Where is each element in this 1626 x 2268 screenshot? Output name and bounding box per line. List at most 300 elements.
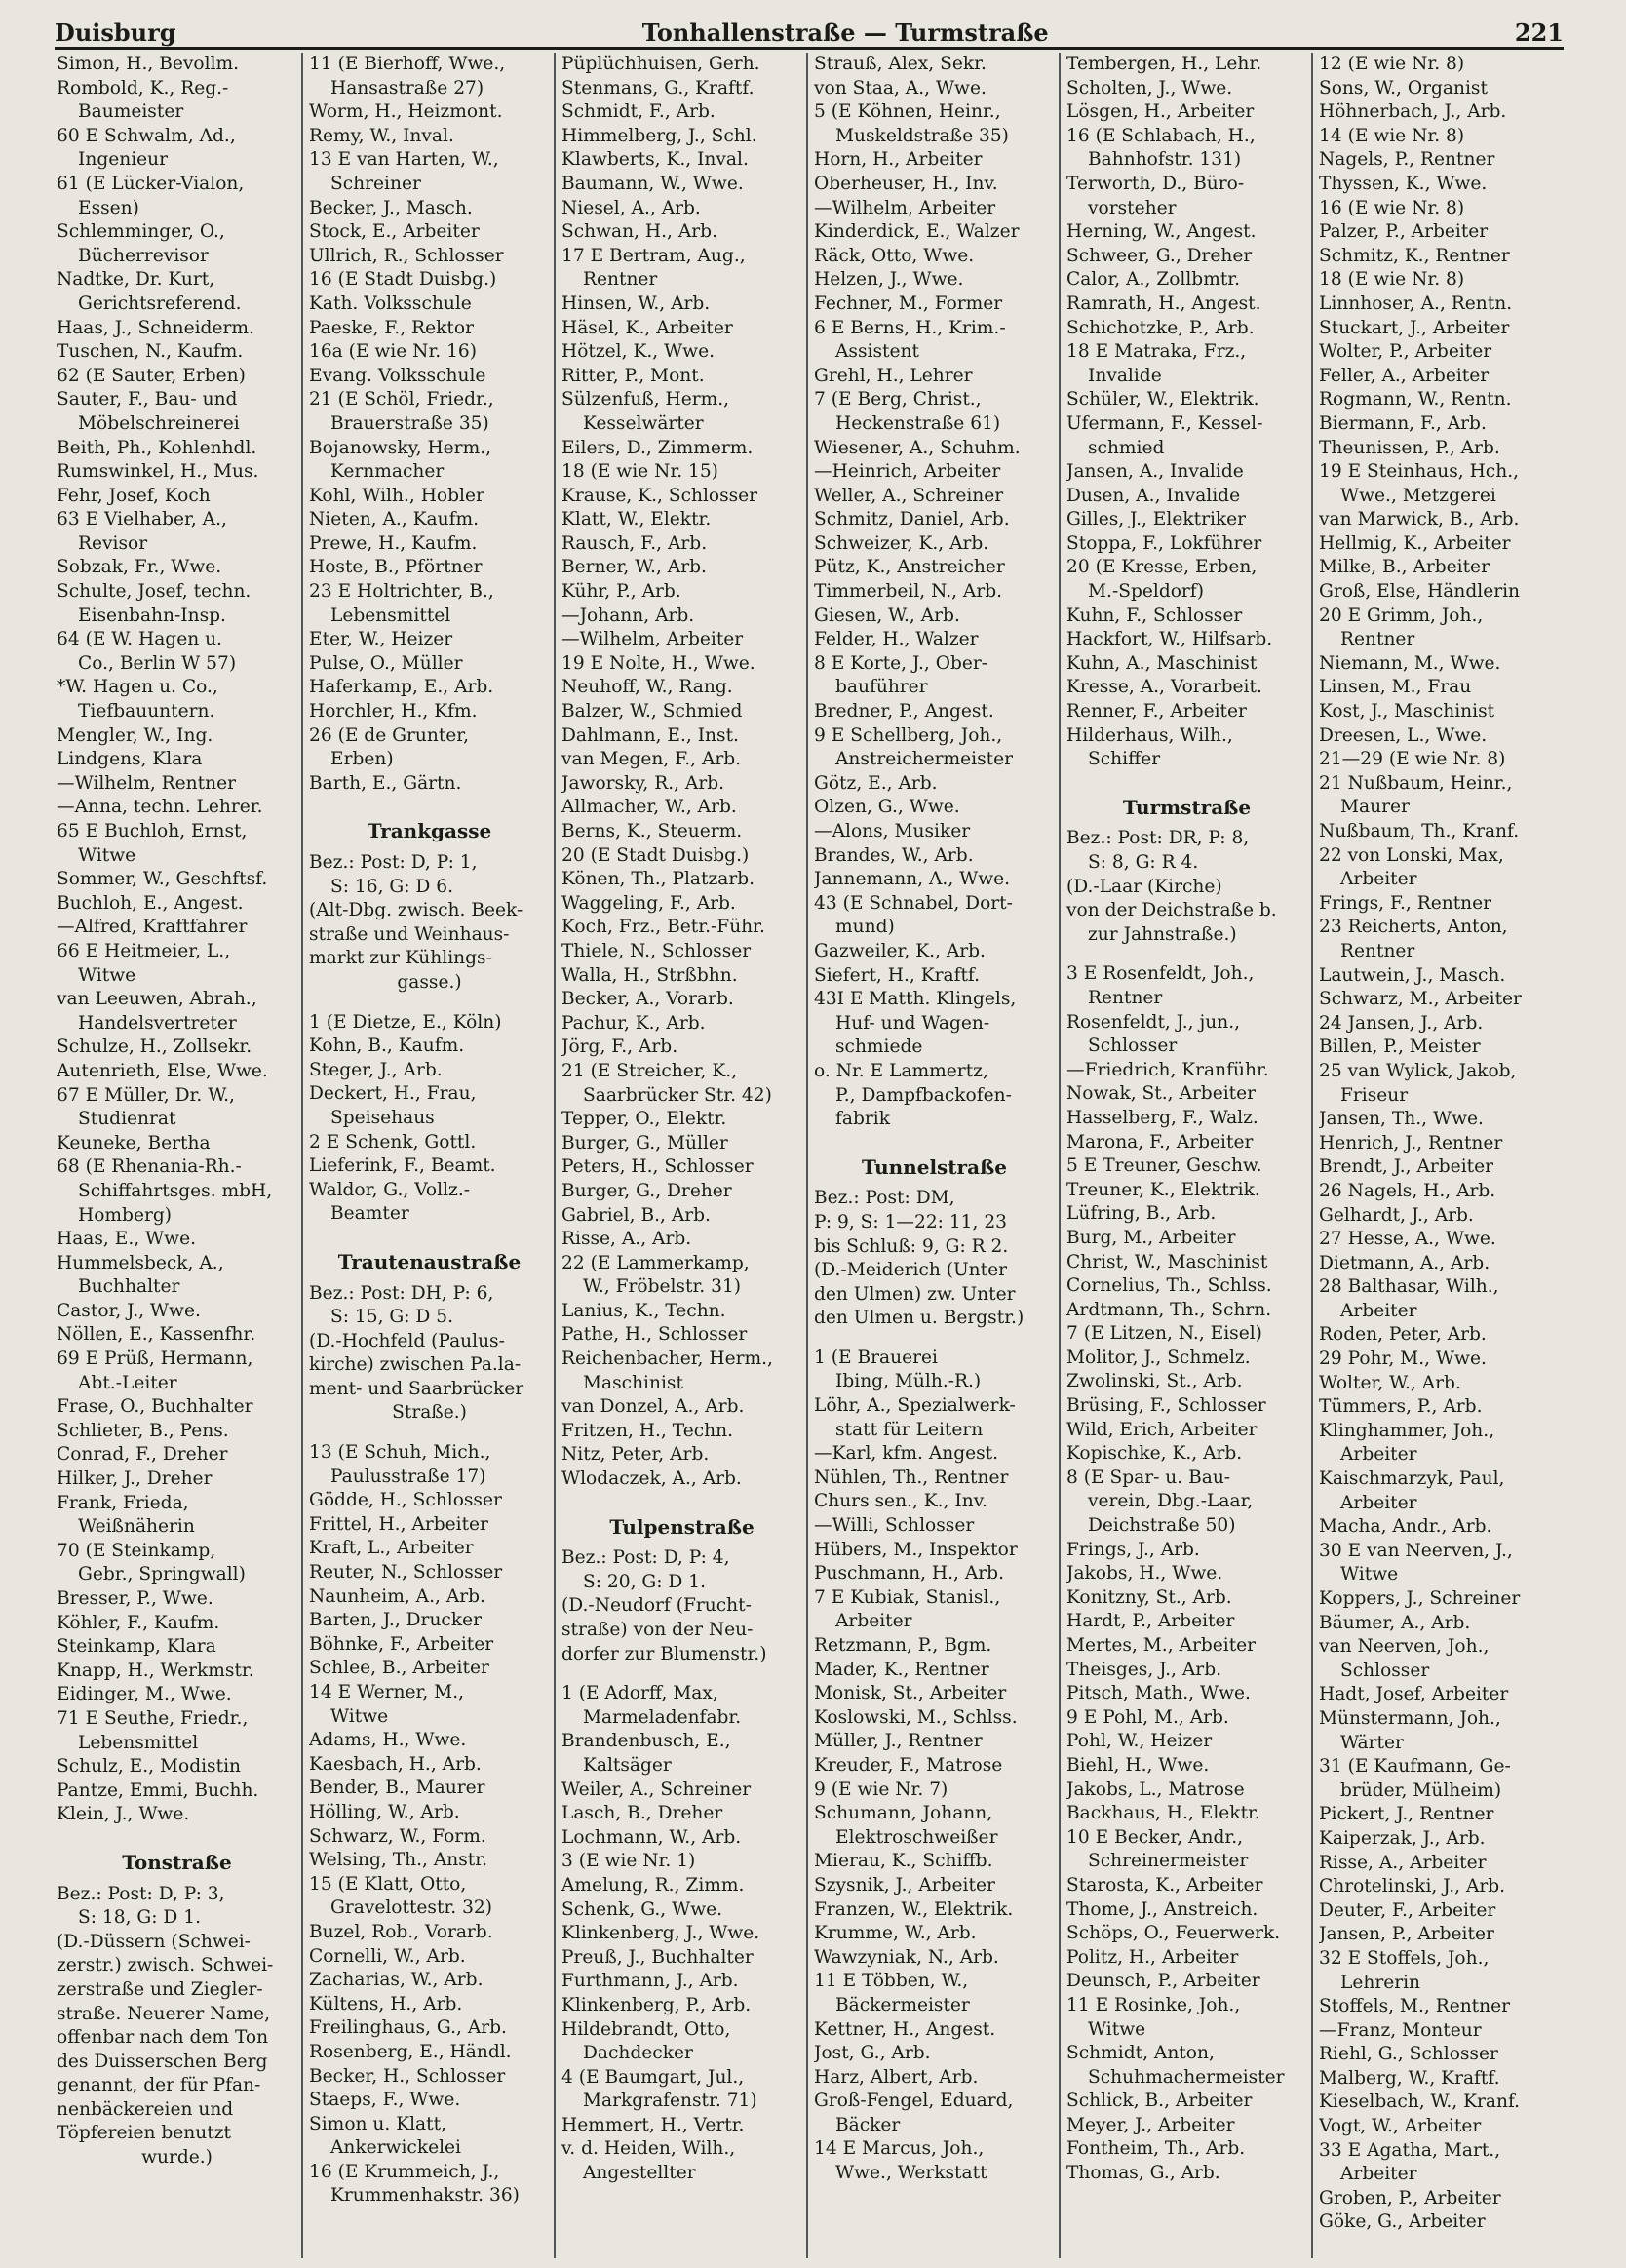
directory-entry: Schiffer xyxy=(1088,749,1161,770)
directory-column xyxy=(808,53,1061,2258)
directory-entry: Paeske, F., Rektor xyxy=(309,317,474,338)
directory-entry: mund) xyxy=(835,917,895,938)
directory-entry: Lindgens, Klara xyxy=(57,749,203,770)
directory-entry: straße) von der Neu- xyxy=(561,1620,754,1640)
directory-entry: Frase, O., Buchhalter xyxy=(57,1396,253,1418)
header-street-range: Tonhallenstraße — Turmstraße xyxy=(641,19,1049,47)
directory-entry: Wild, Erich, Arbeiter xyxy=(1066,1419,1258,1440)
directory-entry: 16a (E wie Nr. 16) xyxy=(309,341,478,363)
directory-entry: Beamter xyxy=(330,1203,409,1225)
directory-entry: Dreesen, L., Wwe. xyxy=(1319,724,1488,746)
directory-entry: —Willi, Schlosser xyxy=(814,1515,975,1537)
directory-entry: Ufermann, F., Kessel- xyxy=(1066,412,1263,434)
directory-entry: Backhaus, H., Elektr. xyxy=(1066,1803,1260,1824)
directory-entry: 32 E Stoffels, Joh., xyxy=(1319,1947,1490,1969)
directory-entry: 1 (E Adorff, Max, xyxy=(561,1683,718,1704)
directory-entry: Biehl, H., Wwe. xyxy=(1066,1754,1210,1776)
header-city: Duisburg xyxy=(55,19,176,47)
directory-entry: Konitzny, St., Arb. xyxy=(1066,1586,1232,1608)
directory-entry: Arbeiter xyxy=(1340,869,1417,890)
directory-entry: 21 Nußbaum, Heinr., xyxy=(1319,772,1513,794)
directory-entry: Linnhoser, A., Rentn. xyxy=(1319,293,1513,314)
street-heading: Tunnelstraße xyxy=(862,1154,1007,1179)
directory-entry: Schenk, G., Wwe. xyxy=(561,1898,723,1920)
directory-entry: Henrich, J., Rentner xyxy=(1319,1132,1503,1154)
directory-entry: dorfer zur Blumenstr.) xyxy=(561,1643,767,1664)
directory-entry: Ritter, P., Mont. xyxy=(561,365,705,386)
directory-entry: Schiffahrtsges. mbH, xyxy=(78,1180,273,1201)
directory-entry: 26 Nagels, H., Arb. xyxy=(1319,1180,1496,1201)
directory-entry: 1 (E Brauerei xyxy=(814,1347,938,1368)
directory-entry: Buchhalter xyxy=(78,1276,180,1298)
directory-entry: Politz, H., Arbeiter xyxy=(1066,1946,1239,1968)
directory-entry: Schlosser xyxy=(1340,1660,1430,1681)
directory-entry: Macha, Andr., Arb. xyxy=(1319,1516,1492,1538)
directory-entry: —Wilhelm, Arbeiter xyxy=(814,197,996,218)
directory-entry: Hummelsbeck, A., xyxy=(57,1252,224,1273)
directory-entry: 69 E Prüß, Hermann, xyxy=(57,1349,253,1370)
directory-entry: Essen) xyxy=(78,197,139,218)
directory-entry: Haferkamp, E., Arb. xyxy=(309,677,494,698)
directory-entry: Ingenieur xyxy=(78,149,169,171)
directory-entry: brüder, Mülheim) xyxy=(1340,1779,1502,1801)
directory-entry: Stoppa, F., Lokführer xyxy=(1066,532,1262,554)
directory-entry: Rentner xyxy=(1340,629,1415,650)
directory-entry: Tembergen, H., Lehr. xyxy=(1066,54,1262,74)
directory-entry: 27 Hesse, A., Wwe. xyxy=(1319,1229,1496,1250)
directory-entry: Molitor, J., Schmelz. xyxy=(1066,1347,1251,1368)
directory-entry: Welsing, Th., Anstr. xyxy=(309,1850,488,1871)
directory-entry: 24 Jansen, J., Arb. xyxy=(1319,1012,1484,1034)
directory-entry: Assistent xyxy=(835,341,919,363)
directory-entry: Lanius, K., Techn. xyxy=(561,1300,726,1321)
directory-entry: Neuhoff, W., Rang. xyxy=(561,677,733,698)
directory-column xyxy=(556,53,808,2258)
directory-entry: Ullrich, R., Schlosser xyxy=(309,245,504,266)
directory-entry: Maschinist xyxy=(583,1372,683,1393)
directory-entry: Witwe xyxy=(1340,1564,1399,1585)
directory-entry: Köhler, F., Kaufm. xyxy=(57,1612,220,1633)
directory-entry: Stoffels, M., Rentner xyxy=(1319,1996,1511,2017)
directory-entry: Jannemann, A., Wwe. xyxy=(814,869,1011,890)
directory-entry: Schweizer, K., Arb. xyxy=(814,532,989,554)
street-heading: Turmstraße xyxy=(1122,795,1252,819)
directory-entry: Lautwein, J., Masch. xyxy=(1319,964,1506,986)
directory-entry: Rombold, K., Reg.- xyxy=(57,77,229,98)
directory-entry: Autenrieth, Else, Wwe. xyxy=(57,1060,268,1081)
directory-entry: Fechner, M., Former xyxy=(814,293,1003,314)
directory-entry: von der Deichstraße b. xyxy=(1066,900,1277,921)
directory-entry: 9 E Schellberg, Joh., xyxy=(814,724,1003,746)
directory-entry: Fritzen, H., Techn. xyxy=(561,1420,733,1441)
directory-entry: Reuter, N., Schlosser xyxy=(309,1562,503,1584)
directory-entry: Angestellter xyxy=(583,2163,696,2184)
directory-entry: Brendt, J., Arbeiter xyxy=(1319,1156,1494,1178)
directory-entry: straße. Neuerer Name, xyxy=(57,2003,271,2024)
directory-entry: Könen, Th., Platzarb. xyxy=(561,869,755,890)
directory-entry: 62 (E Sauter, Erben) xyxy=(57,365,246,386)
directory-entry: Schulz, E., Modistin xyxy=(57,1756,241,1778)
directory-entry: Schmitz, Daniel, Arb. xyxy=(814,509,1010,530)
directory-entry: Bez.: Post: D, P: 1, xyxy=(309,852,478,873)
directory-entry: Hardt, P., Arbeiter xyxy=(1066,1611,1235,1632)
directory-entry: Rentner xyxy=(583,269,658,291)
directory-entry: Hoste, B., Pförtner xyxy=(309,557,483,578)
directory-entry: 19 E Steinhaus, Hch., xyxy=(1319,461,1520,483)
directory-entry: Terworth, D., Büro- xyxy=(1066,173,1245,194)
directory-entry: Peters, H., Schlosser xyxy=(561,1156,754,1178)
directory-entry: Bez.: Post: DM, xyxy=(814,1188,955,1209)
directory-entry: Roden, Peter, Arb. xyxy=(1319,1324,1487,1346)
directory-entry: Haas, J., Schneiderm. xyxy=(57,317,254,338)
directory-entry: Koppers, J., Schreiner xyxy=(1319,1588,1521,1609)
directory-entry: Mengler, W., Ing. xyxy=(57,724,213,746)
directory-entry: Franzen, W., Elektrik. xyxy=(814,1898,1014,1920)
directory-entry: Rogmann, W., Rentn. xyxy=(1319,389,1512,411)
directory-entry: Homberg) xyxy=(78,1204,172,1226)
directory-entry: Feller, A., Arbeiter xyxy=(1319,365,1490,386)
directory-entry: Renner, F., Arbeiter xyxy=(1066,701,1247,723)
directory-entry: Cornelius, Th., Schlss. xyxy=(1066,1275,1272,1297)
directory-entry: Kühr, P., Arb. xyxy=(561,581,681,603)
directory-entry: Burger, G., Müller xyxy=(561,1132,728,1154)
directory-entry: Gödde, H., Schlosser xyxy=(309,1490,502,1511)
directory-entry: Riehl, G., Schlosser xyxy=(1319,2044,1498,2065)
directory-entry: Schmitz, K., Rentner xyxy=(1319,245,1510,266)
directory-entry: Thomas, G., Arb. xyxy=(1066,2163,1220,2184)
directory-entry: Tümmers, P., Arb. xyxy=(1319,1396,1483,1418)
directory-column xyxy=(1313,53,1566,2258)
directory-entry: Rosenfeldt, J., jun., xyxy=(1066,1011,1241,1033)
directory-entry: 1 (E Dietze, E., Köln) xyxy=(309,1011,502,1033)
directory-entry: (D.-Neudorf (Frucht- xyxy=(561,1595,752,1617)
directory-entry: —Alons, Musiker xyxy=(814,821,971,841)
directory-entry: Gravelottestr. 32) xyxy=(330,1897,493,1919)
directory-entry: Hötzel, K., Wwe. xyxy=(561,341,716,363)
directory-entry: Churs sen., K., Inv. xyxy=(814,1491,987,1512)
directory-entry: Pulse, O., Müller xyxy=(309,652,463,674)
directory-entry: Risse, A., Arb. xyxy=(561,1229,692,1250)
directory-entry: Weißnäherin xyxy=(78,1516,195,1538)
directory-entry: Jansen, P., Arbeiter xyxy=(1319,1924,1494,1945)
directory-entry: 3 (E wie Nr. 1) xyxy=(561,1851,696,1872)
directory-entry: Puschmann, H., Arb. xyxy=(814,1563,1004,1584)
directory-entry: Rumswinkel, H., Mus. xyxy=(57,461,259,483)
directory-entry: Klein, J., Wwe. xyxy=(57,1804,190,1825)
directory-entry: 9 (E wie Nr. 7) xyxy=(814,1779,948,1800)
directory-entry: Mierau, K., Schiffb. xyxy=(814,1851,993,1872)
directory-entry: Frings, J., Arb. xyxy=(1066,1539,1200,1560)
directory-entry: Gebr., Springwall) xyxy=(78,1564,246,1585)
directory-entry: Klinkenberg, J., Wwe. xyxy=(561,1923,760,1944)
directory-entry: Rentner xyxy=(1340,940,1415,961)
directory-entry: wurde.) xyxy=(141,2147,213,2169)
directory-column xyxy=(303,53,556,2258)
directory-entry: Straße.) xyxy=(392,1402,467,1424)
directory-entry: Bäckermeister xyxy=(835,1994,970,2015)
directory-entry: Nieten, A., Kaufm. xyxy=(309,509,480,530)
directory-entry: Frittel, H., Arbeiter xyxy=(309,1513,488,1535)
directory-entry: Räck, Otto, Wwe. xyxy=(814,245,975,266)
directory-entry: Risse, A., Arbeiter xyxy=(1319,1852,1487,1873)
directory-entry: 14 E Marcus, Joh., xyxy=(814,2138,985,2160)
directory-entry: —Alfred, Kraftfahrer xyxy=(57,917,248,938)
directory-entry: Siefert, H., Kraftf. xyxy=(814,964,981,986)
directory-entry: 43 (E Schnabel, Dort- xyxy=(814,892,1013,914)
directory-entry: Pütz, K., Anstreicher xyxy=(814,557,1005,578)
directory-entry: Klatt, W., Elektr. xyxy=(561,509,712,530)
directory-entry: (D.-Meiderich (Unter xyxy=(814,1260,1007,1281)
directory-entry: statt für Leitern xyxy=(835,1419,984,1440)
directory-entry: S: 16, G: D 6. xyxy=(330,876,453,897)
directory-entry: Kaltsäger xyxy=(583,1754,672,1776)
directory-entry: 2 E Schenk, Gottl. xyxy=(309,1131,477,1153)
directory-entry: S: 18, G: D 1. xyxy=(78,1907,201,1929)
directory-entry: Elektroschweißer xyxy=(835,1826,998,1848)
directory-entry: Sons, W., Organist xyxy=(1319,77,1488,98)
directory-entry: Becker, A., Vorarb. xyxy=(561,989,734,1010)
directory-entry: Pitsch, Math., Wwe. xyxy=(1066,1683,1251,1704)
directory-entry: Witwe xyxy=(1088,2018,1146,2040)
directory-entry: Krummenhakstr. 36) xyxy=(330,2185,520,2207)
directory-entry: Jakobs, H., Wwe. xyxy=(1066,1563,1223,1584)
directory-entry: Gelhardt, J., Arb. xyxy=(1319,1204,1474,1226)
directory-entry: Witwe xyxy=(78,964,136,986)
directory-entry: Paulusstraße 17) xyxy=(330,1466,486,1487)
directory-entry: Timmerbeil, N., Arb. xyxy=(814,581,1003,603)
directory-entry: 7 E Kubiak, Stanisl., xyxy=(814,1586,1001,1608)
directory-entry: 5 (E Köhnen, Heinr., xyxy=(814,101,1001,123)
directory-entry: Saarbrücker Str. 42) xyxy=(583,1084,772,1106)
directory-entry: 21 (E Schöl, Friedr., xyxy=(309,389,494,411)
directory-entry: Krumme, W., Arb. xyxy=(814,1923,977,1944)
directory-entry: Schlosser xyxy=(1088,1036,1178,1057)
directory-entry: Kraft, L., Arbeiter xyxy=(309,1538,474,1559)
directory-entry: Groß-Fengel, Eduard, xyxy=(814,2091,1014,2112)
directory-entry: Erben) xyxy=(330,749,394,770)
directory-entry: Klinghammer, Joh., xyxy=(1319,1420,1495,1441)
directory-entry: 17 E Bertram, Aug., xyxy=(561,245,746,266)
directory-entry: Theunissen, P., Arb. xyxy=(1319,437,1500,458)
directory-entry: Simon, H., Bevollm. xyxy=(57,54,240,74)
directory-entry: Mader, K., Rentner xyxy=(814,1659,989,1680)
directory-entry: Hilker, J., Dreher xyxy=(57,1468,213,1490)
directory-entry: Lösgen, H., Arbeiter xyxy=(1066,101,1255,123)
street-heading: Trautenaustraße xyxy=(337,1249,522,1273)
directory-entry: Krause, K., Schlosser xyxy=(561,485,758,506)
directory-entry: Arbeiter xyxy=(1340,1300,1417,1321)
directory-entry: Böhnke, F., Arbeiter xyxy=(309,1633,494,1655)
directory-entry: 25 van Wylick, Jakob, xyxy=(1319,1060,1517,1081)
directory-entry: Horchler, H., Kfm. xyxy=(309,701,478,723)
directory-entry: Schreinermeister xyxy=(1088,1851,1249,1872)
directory-entry: Jansen, Th., Wwe. xyxy=(1319,1109,1484,1130)
directory-entry: 28 Balthasar, Wilh., xyxy=(1319,1276,1499,1298)
directory-entry: Jörg, F., Arb. xyxy=(561,1036,678,1058)
directory-entry: Arbeiter xyxy=(1340,1492,1417,1513)
directory-entry: Ibing, Mülh.-R.) xyxy=(835,1371,982,1392)
directory-entry: Groß, Else, Händlerin xyxy=(1319,581,1521,603)
directory-entry: Schwarz, M., Arbeiter xyxy=(1319,989,1522,1010)
directory-entry: 16 (E Stadt Duisbg.) xyxy=(309,269,497,291)
directory-entry: S: 15, G: D 5. xyxy=(330,1307,453,1328)
directory-entry: Conrad, F., Dreher xyxy=(57,1444,228,1466)
directory-entry: gasse.) xyxy=(397,971,462,993)
directory-entry: Himmelberg, J., Schl. xyxy=(561,125,757,146)
directory-entry: Deckert, H., Frau, xyxy=(309,1083,477,1105)
directory-entry: Marmeladenfabr. xyxy=(583,1706,742,1728)
directory-entry: Eilers, D., Zimmerm. xyxy=(561,437,754,458)
directory-entry: Witwe xyxy=(78,844,136,866)
directory-entry: —Friedrich, Kranführ. xyxy=(1066,1059,1269,1080)
directory-entry: Remy, W., Inval. xyxy=(309,125,454,146)
directory-entry: 3 E Rosenfeldt, Joh., xyxy=(1066,963,1255,985)
directory-entry: Schlee, B., Arbeiter xyxy=(309,1658,489,1679)
directory-entry: Schmidt, F., Arb. xyxy=(561,101,716,123)
directory-entry: Co., Berlin W 57) xyxy=(78,652,237,674)
directory-entry: Friseur xyxy=(1340,1084,1409,1106)
directory-entry: Groben, P., Arbeiter xyxy=(1319,2187,1501,2209)
directory-entry: Müller, J., Rentner xyxy=(814,1731,983,1752)
directory-entry: Oberheuser, H., Inv. xyxy=(814,173,998,194)
directory-entry: Hadt, Josef, Arbeiter xyxy=(1319,1684,1509,1705)
directory-entry: kirche) zwischen Pa.la- xyxy=(309,1354,522,1376)
directory-entry: Kuhn, F., Schlosser xyxy=(1066,605,1243,626)
directory-entry: Nöllen, E., Kassenfhr. xyxy=(57,1324,256,1346)
directory-entry: Bresser, P., Wwe. xyxy=(57,1588,213,1609)
directory-entry: 18 E Matraka, Frz., xyxy=(1066,341,1247,363)
directory-entry: Bäcker xyxy=(835,2114,901,2135)
directory-entry: Milke, B., Arbeiter xyxy=(1319,557,1490,578)
directory-entry: Stuckart, J., Arbeiter xyxy=(1319,317,1510,338)
street-heading: Tulpenstraße xyxy=(609,1514,755,1539)
directory-entry: Huf- und Wagen- xyxy=(835,1012,990,1034)
directory-entry: Jansen, A., Invalide xyxy=(1066,461,1244,483)
directory-entry: Höhnerbach, J., Arb. xyxy=(1319,101,1507,123)
directory-entry: Deunsch, P., Arbeiter xyxy=(1066,1971,1260,1992)
directory-entry: Fehr, Josef, Koch xyxy=(57,485,211,506)
directory-entry: S: 20, G: D 1. xyxy=(583,1571,706,1592)
directory-entry: Ramrath, H., Angest. xyxy=(1066,293,1261,314)
directory-entry: Thiele, N., Schlosser xyxy=(561,940,752,961)
directory-entry: Waldor, G., Vollz.- xyxy=(309,1179,471,1200)
directory-entry: Kuhn, A., Maschinist xyxy=(1066,652,1258,674)
directory-entry: Cornelli, W., Arb. xyxy=(309,1945,466,1967)
directory-entry: Burg, M., Arbeiter xyxy=(1066,1227,1236,1248)
directory-entry: Revisor xyxy=(78,532,148,554)
directory-entry: Szysnik, J., Arbeiter xyxy=(814,1874,995,1896)
directory-entry: Buzel, Rob., Vorarb. xyxy=(309,1921,493,1942)
directory-entry: Pachur, K., Arb. xyxy=(561,1012,706,1034)
directory-entry: Simon u. Klatt, xyxy=(309,2113,446,2134)
directory-entry: Rentner xyxy=(1088,987,1163,1008)
directory-entry: (Alt-Dbg. zwisch. Beek- xyxy=(309,900,523,921)
directory-entry: Herning, W., Angest. xyxy=(1066,221,1257,243)
directory-entry: Walla, H., Strßbhn. xyxy=(561,964,738,986)
directory-entry: Arbeiter xyxy=(1340,1444,1417,1466)
directory-entry: Preuß, J., Buchhalter xyxy=(561,1946,754,1968)
directory-entry: Wlodaczek, A., Arb. xyxy=(561,1468,742,1490)
directory-entry: Deuter, F., Arbeiter xyxy=(1319,1899,1496,1921)
directory-entry: Niesel, A., Arb. xyxy=(561,197,701,218)
directory-entry: Lochmann, W., Arb. xyxy=(561,1826,742,1848)
directory-entry: Naunheim, A., Arb. xyxy=(309,1585,485,1607)
directory-entry: Brandenbusch, E., xyxy=(561,1731,731,1752)
directory-entry: 64 (E W. Hagen u. xyxy=(57,629,222,650)
directory-entry: Lasch, B., Dreher xyxy=(561,1803,723,1824)
directory-entry: Brüsing, F., Schlosser xyxy=(1066,1395,1266,1417)
directory-entry: den Ulmen u. Bergstr.) xyxy=(814,1308,1025,1329)
directory-entry: Schöps, O., Feuerwerk. xyxy=(1066,1923,1281,1944)
directory-entry: 61 (E Lücker-Vialon, xyxy=(57,173,245,194)
directory-entry: 15 (E Klatt, Otto, xyxy=(309,1873,467,1895)
directory-entry: van Megen, F., Arb. xyxy=(561,749,742,770)
directory-entry: 8 E Korte, J., Ober- xyxy=(814,652,988,674)
directory-entry: zerstr.) zwisch. Schwei- xyxy=(57,1955,274,1976)
directory-entry: Hellmig, K., Arbeiter xyxy=(1319,532,1511,554)
directory-entry: Haas, E., Wwe. xyxy=(57,1229,196,1250)
directory-entry: Tiefbauuntern. xyxy=(78,701,215,723)
directory-entry: Dahlmann, E., Inst. xyxy=(561,724,739,746)
directory-entry: Felder, H., Walzer xyxy=(814,629,979,650)
directory-entry: Castor, J., Wwe. xyxy=(57,1300,201,1321)
directory-entry: Baumann, W., Wwe. xyxy=(561,173,744,194)
directory-entry: Treuner, K., Elektrik. xyxy=(1066,1179,1260,1200)
directory-entry: Kohl, Wilh., Hobler xyxy=(309,485,484,506)
directory-entry: Calor, A., Zollbmtr. xyxy=(1066,269,1241,291)
directory-entry: Dietmann, A., Arb. xyxy=(1319,1252,1490,1273)
directory-entry: *W. Hagen u. Co., xyxy=(57,677,218,698)
directory-entry: van Neerven, Joh., xyxy=(1319,1636,1490,1658)
directory-entry: Wwe., Werkstatt xyxy=(835,2163,987,2184)
directory-entry: Muskeldstraße 35) xyxy=(835,125,1009,146)
directory-entry: Schuhmachermeister xyxy=(1088,2066,1285,2088)
directory-entry: Christ, W., Maschinist xyxy=(1066,1251,1268,1272)
directory-entry: 29 Pohr, M., Wwe. xyxy=(1319,1349,1487,1370)
directory-entry: 20 (E Stadt Duisbg.) xyxy=(561,844,750,866)
directory-entry: Hackfort, W., Hilfsarb. xyxy=(1066,629,1273,650)
directory-entry: 68 (E Rhenania-Rh.- xyxy=(57,1156,242,1178)
directory-entry: 11 (E Bierhoff, Wwe., xyxy=(309,54,506,74)
directory-entry: Brauerstraße 35) xyxy=(330,412,489,434)
directory-entry: Barth, E., Gärtn. xyxy=(309,772,462,794)
directory-entry: van Leeuwen, Abrah., xyxy=(57,989,257,1010)
directory-entry: Olzen, G., Wwe. xyxy=(814,797,960,818)
directory-entry: Burger, G., Dreher xyxy=(561,1180,732,1201)
directory-entry: Hasselberg, F., Walz. xyxy=(1066,1107,1258,1128)
directory-entry: Horn, H., Arbeiter xyxy=(814,149,983,171)
directory-entry: Kinderdick, E., Walzer xyxy=(814,221,1020,243)
directory-entry: Wwe., Metzgerei xyxy=(1340,485,1496,506)
directory-entry: Jakobs, L., Matrose xyxy=(1066,1779,1245,1800)
directory-entry: Invalide xyxy=(1088,365,1162,386)
directory-entry: Dachdecker xyxy=(583,2043,693,2064)
directory-entry: von Staa, A., Wwe. xyxy=(814,77,987,98)
directory-entry: Dusen, A., Invalide xyxy=(1066,485,1241,506)
directory-entry: Starosta, K., Arbeiter xyxy=(1066,1874,1263,1896)
directory-entry: van Donzel, A., Arb. xyxy=(561,1396,745,1418)
directory-entry: zur Jahnstraße.) xyxy=(1088,923,1237,945)
directory-entry: Pickert, J., Rentner xyxy=(1319,1804,1494,1825)
directory-entry: Kohn, B., Kaufm. xyxy=(309,1036,465,1057)
directory-entry: Nowak, St., Arbeiter xyxy=(1066,1083,1257,1105)
directory-entry: Nitz, Peter, Arb. xyxy=(561,1444,710,1466)
directory-entry: 66 E Heitmeier, L., xyxy=(57,940,231,961)
directory-entry: Adams, H., Wwe. xyxy=(309,1730,467,1751)
directory-entry: —Johann, Arb. xyxy=(561,605,695,626)
directory-entry: 22 von Lonski, Max, xyxy=(1319,844,1504,866)
directory-entry: Nußbaum, Th., Kranf. xyxy=(1319,821,1520,841)
